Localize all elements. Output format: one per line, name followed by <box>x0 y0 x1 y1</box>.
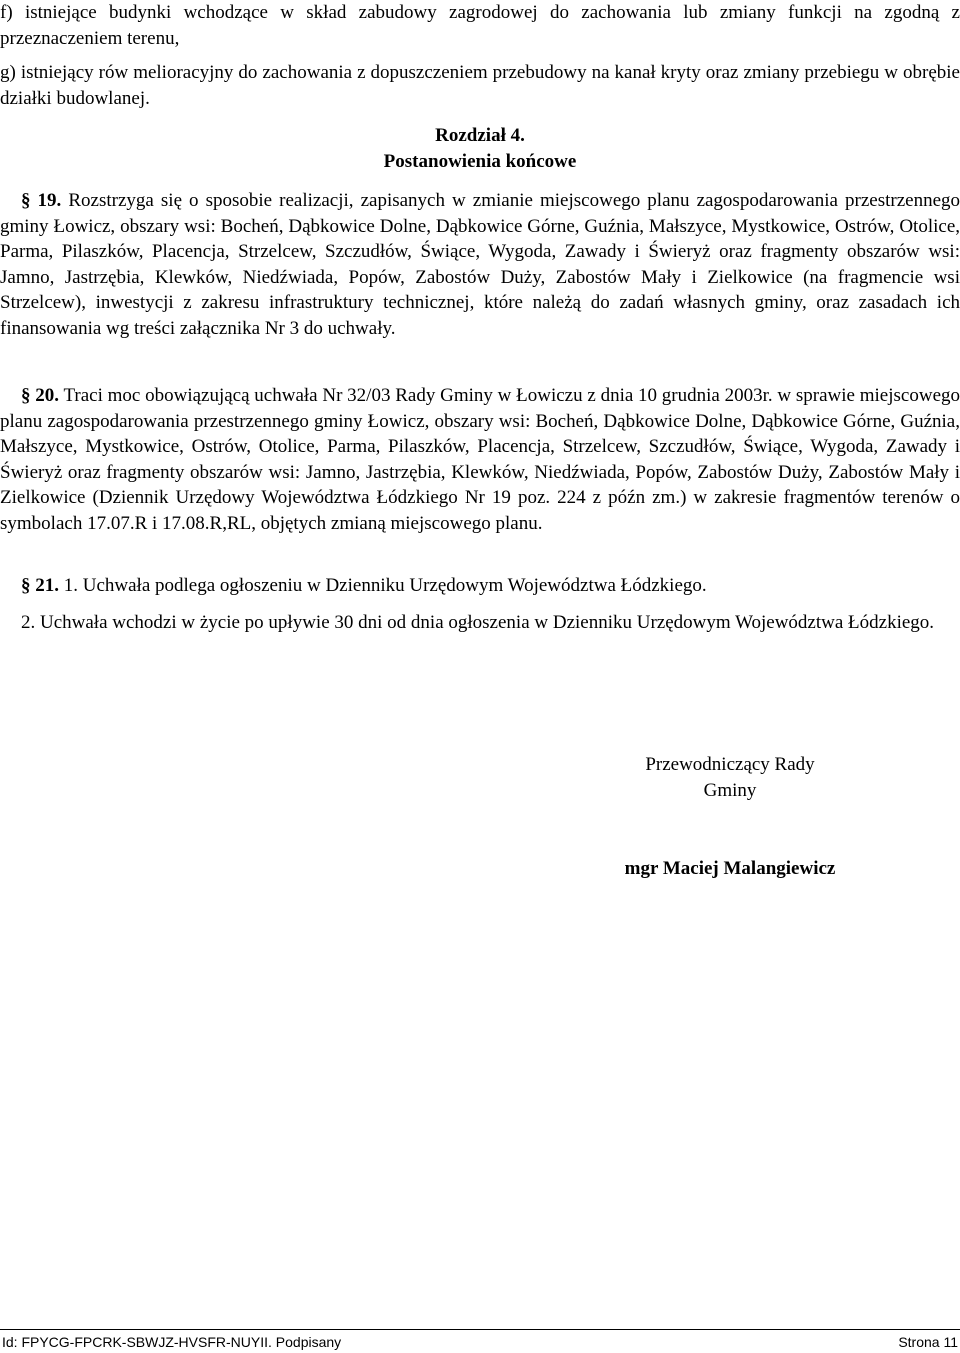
item-g: g) istniejący rów melioracyjny do zachowania z dopuszczeniem przebudowy na kanał kryty oraz zmiany przebiegu w obrębie działki budowlanej. <box>0 62 960 109</box>
section-20-mark: § 20. <box>21 385 60 406</box>
section-21-mark: § 21. <box>21 575 59 596</box>
section-20-text: Traci moc obowiązującą uchwała Nr 32/03 Rady Gminy w Łowiczu z dnia 10 grudnia 2003r. w sprawie miejscowego planu zagospodarowania przestrzennego gminy Łowicz, obszary wsi: Bocheń, Dąbkowice Dolne, Dąbkowice Górne, Guźnia, Małszyce, Mystkowice, Ostrów, Otolice, Parma, Pilaszków, Placencja, Strzelcew, Szczudłów, Świące, Wygoda, Zawady i Świeryż oraz fragmenty obszarów wsi: Jamno, Jastrzębia, Klewków, Niedźwiada, Popów, Zabostów Duży, Zabostów Mały i Zielkowice (Dziennik Urzędowy Województwa Łódzkiego Nr 19 poz. 224 z późn zm.) w zakresie fragmentów terenów o symbolach 17.07.R i 17.08.R,RL, objętych zmianą miejscowego planu. <box>0 385 960 534</box>
section-21-p1-text: 1. Uchwała podlega ogłoszeniu w Dzienniku Urzędowym Województwa Łódzkiego. <box>59 575 707 596</box>
section-19-text: Rozstrzyga się o sposobie realizacji, zapisanych w zmianie miejscowego planu zagospodarowania przestrzennego gminy Łowicz, obszary wsi: Bocheń, Dąbkowice Dolne, Dąbkowice Górne, Guźnia, Małszyce, Mystkowice, Ostrów, Otolice, Parma, Pilaszków, Placencja, Strzelcew, Szczudłów, Świące, Wygoda, Zawady i Świeryż oraz fragmenty obszarów wsi: Jamno, Jastrzębia, Klewków, Niedźwiada, Popów, Zabostów Duży, Zabostów Mały i Zielkowice (na fragmencie wsi Strzelcew), inwestycji z zakresu infrastruktury technicznej, które należą do zadań własnych gminy, oraz zasadach ich finansowania wg treści załącznika Nr 3 do uchwały. <box>0 190 960 339</box>
chapter-subtitle: Postanowienia końcowe <box>383 151 577 172</box>
signature-name: mgr Maciej Malangiewicz <box>624 858 836 879</box>
footer-divider <box>0 1329 960 1330</box>
section-20 <box>0 383 960 536</box>
chapter-title: Rozdział 4. <box>435 125 525 146</box>
section-19 <box>0 188 960 341</box>
signature-role-line1: Przewodniczący Rady <box>645 754 815 775</box>
signature-role-line2: Gminy <box>703 780 757 801</box>
section-19-mark: § 19. <box>21 190 62 211</box>
section-21-p1 <box>0 573 960 599</box>
footer-page-number: Strona 11 <box>898 1334 958 1350</box>
section-21-p2: 2. Uchwała wchodzi w życie po upływie 30 dni od dnia ogłoszenia w Dzienniku Urzędowym Województwa Łódzkiego. <box>21 612 935 633</box>
item-f: f) istniejące budynki wchodzące w skład zabudowy zagrodowej do zachowania lub zmiany funkcji na zgodną z przeznaczeniem terenu, <box>0 2 960 49</box>
footer-document-id: Id: FPYCG-FPCRK-SBWJZ-HVSFR-NUYII. Podpisany <box>2 1334 342 1350</box>
